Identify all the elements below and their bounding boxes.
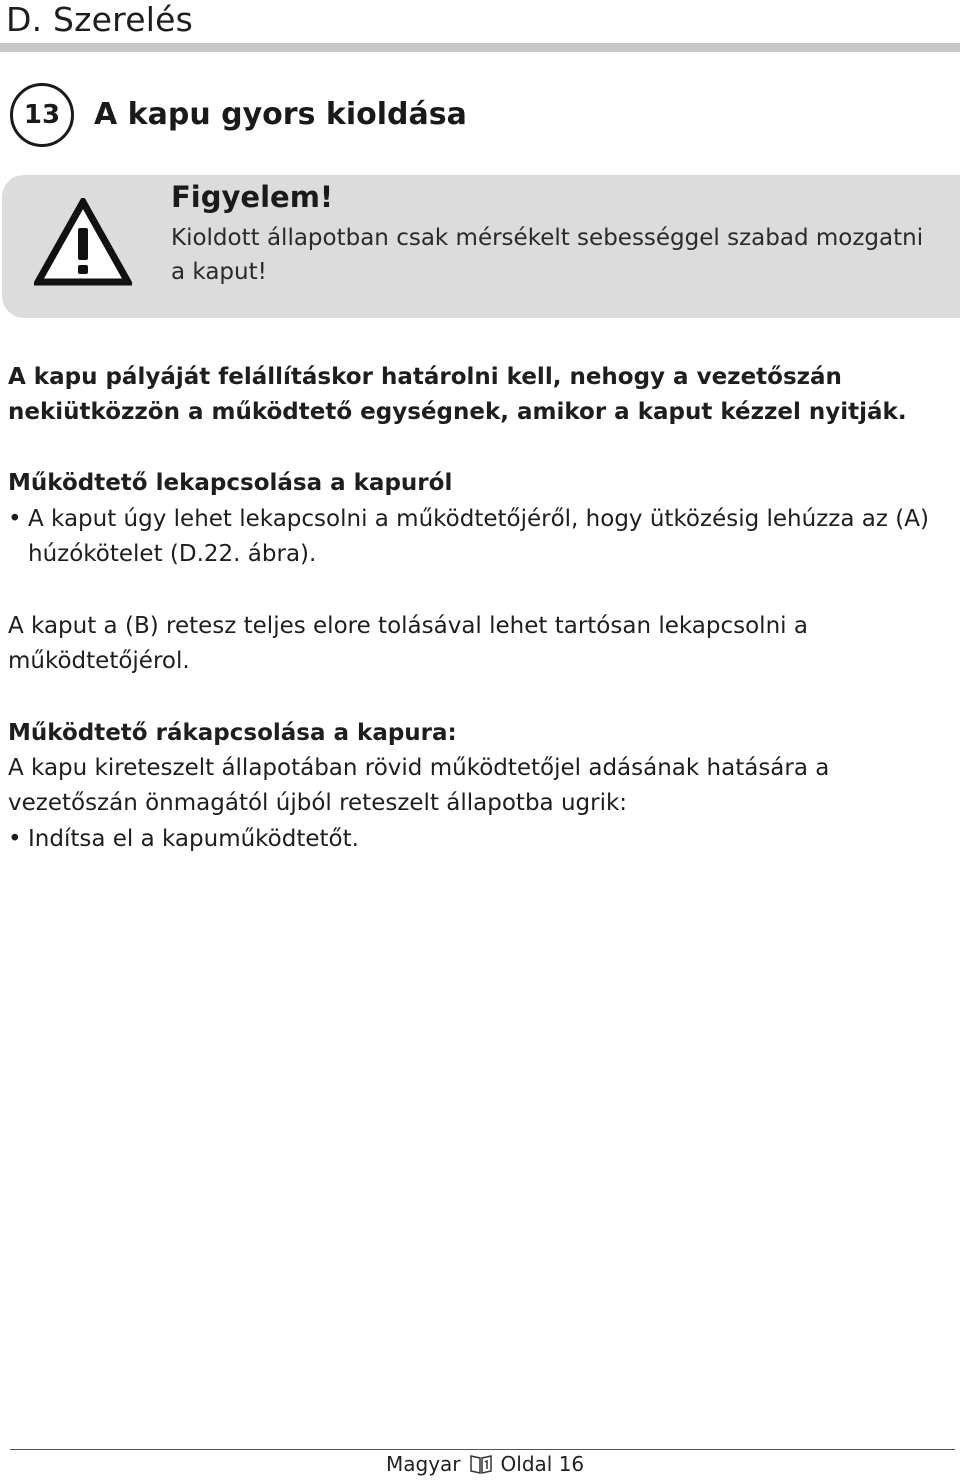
warning-triangle-icon — [34, 198, 132, 286]
warning-title: Figyelem! — [171, 180, 334, 214]
reconnect-bullet-item — [8, 822, 960, 857]
section-title: A kapu gyors kioldása — [94, 97, 467, 132]
chapter-title: D. Szerelés — [6, 0, 193, 39]
footer-divider — [10, 1449, 955, 1450]
step-number-badge: 13 — [10, 83, 74, 147]
footer-page-number: Oldal 16 — [500, 1452, 585, 1476]
intro-paragraph: A kapu pályáját felállításkor határolni kell, nehogy a vezetőszán nekiütközzön a működtető egységnek, amikor a kaput kézzel nyitják. — [8, 364, 907, 425]
warning-text: Kioldott állapotban csak mérsékelt sebességgel szabad mozgatni a kaput! — [171, 225, 924, 285]
disconnect-bullet-item — [8, 502, 960, 572]
bullet-dot: • — [8, 506, 22, 532]
reconnect-bullet-text: Indítsa el a kapuműködtetőt. — [28, 826, 359, 852]
reconnect-paragraph: A kapu kireteszelt állapotában rövid működtetőjel adásának hatására a vezetőszán önmagától újból reteszelt állapotba ugrik: — [8, 755, 830, 816]
footer-language: Magyar — [386, 1452, 461, 1476]
bullet-dot: • — [8, 826, 22, 852]
reconnect-heading: Működtető rákapcsolása a kapura: — [8, 720, 457, 746]
permanent-disconnect-paragraph: A kaput a (B) retesz teljes elore tolásával lehet tartósan lekapcsolni a működtetőjérol. — [8, 613, 808, 674]
disconnect-heading: Működtető lekapcsolása a kapuról — [8, 470, 453, 496]
book-icon — [469, 1452, 493, 1476]
footer — [386, 1452, 584, 1476]
disconnect-bullet-text: A kaput úgy lehet lekapcsolni a működtetőjéről, hogy ütközésig lehúzza az (A) húzókötelet (D.22. ábra). — [28, 506, 929, 567]
chapter-divider — [0, 43, 960, 52]
